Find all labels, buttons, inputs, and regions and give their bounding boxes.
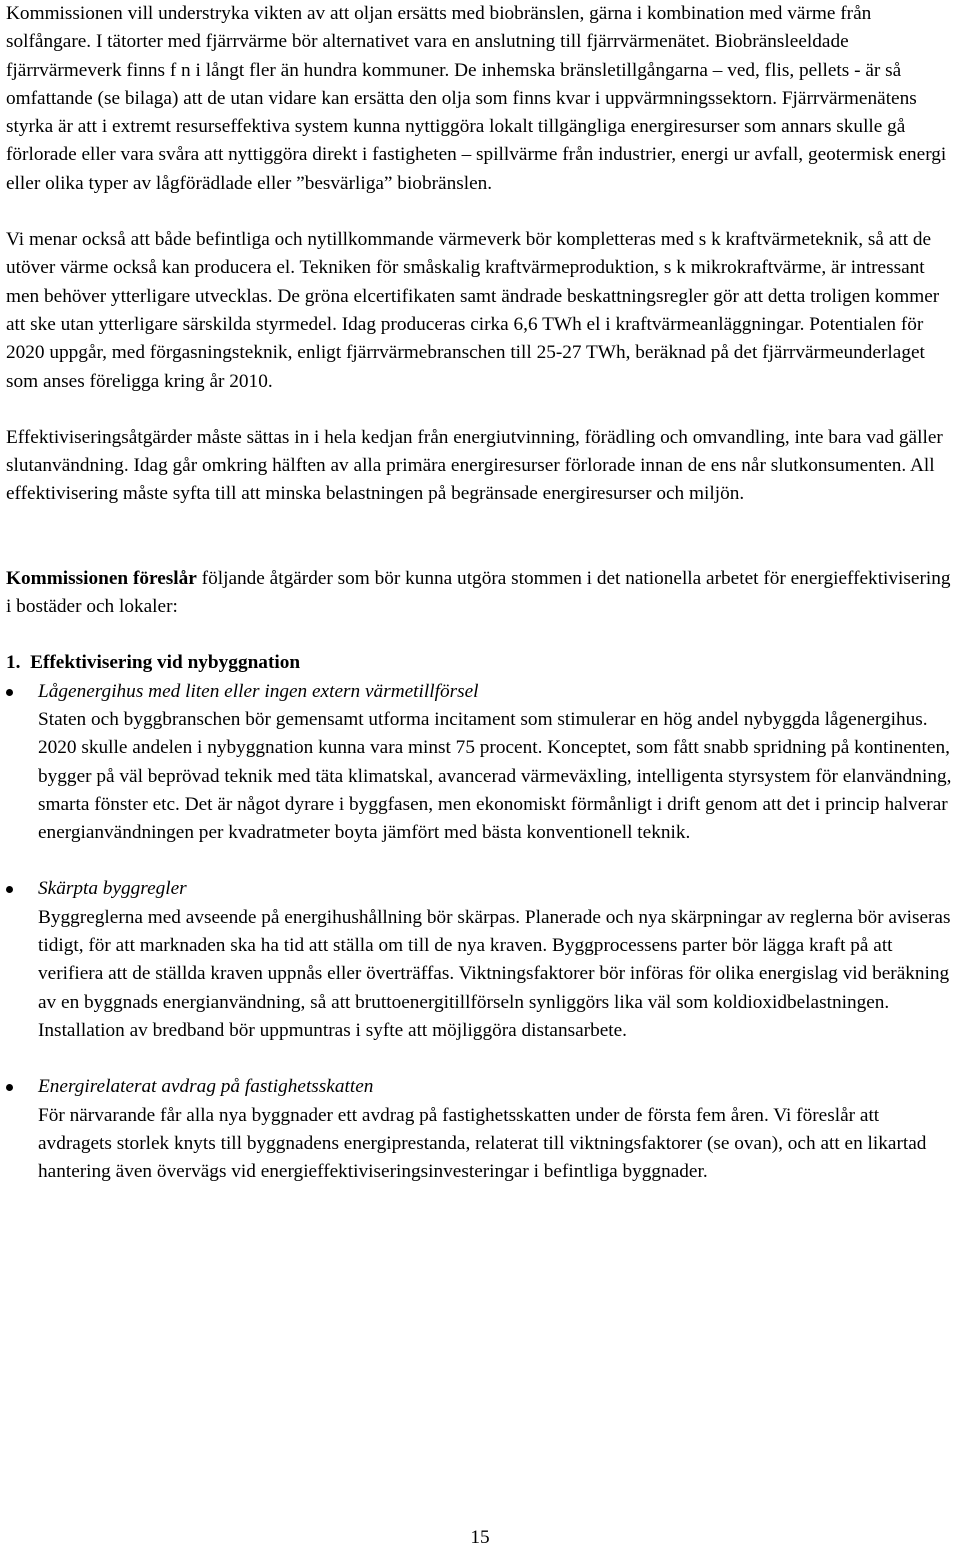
section-number: 1. bbox=[6, 652, 21, 674]
measure-body: Staten och byggbranschen bör gemensamt utforma incitament som stimulerar en hög andel nybyggda lågenergihus. 2020 skulle andelen i nybyggnation kunna vara minst 75 procent. Konceptet, som fått snabb spridning på kontinenten, bygger på väl beprövad teknik med täta klimatskal, avancerad värmeväxling, intelligenta styrsystem för elanvändning, smarta fönster etc. Det är något dyrare i byggfasen, men ekonomiskt förmånligt i drift genom att det i princip halverar energianvändningen per kvadratmeter boyta jämfört med bästa konventionell teknik. bbox=[38, 708, 952, 844]
proposal-lead-rest: följande åtgärder som bör kunna utgöra stommen i det nationella arbetet för energieffektivisering i bostäder och lokaler: bbox=[6, 567, 951, 618]
measure-item bbox=[6, 678, 956, 848]
measure-body: För närvarande får alla nya byggnader ett avdrag på fastighetsskatten under de första fem åren. Vi föreslår att avdragets storlek knyts till byggnadens energiprestanda, relaterat till viktningsfaktorer (se ovan), och att en likartad hantering även övervägs vid energieffektiviseringsinvesteringar i befintliga byggnader. bbox=[38, 1104, 927, 1183]
measures-list bbox=[6, 678, 956, 1187]
bullet-icon bbox=[6, 886, 13, 893]
measure-item bbox=[6, 875, 956, 1045]
paragraph-efficiency: Effektiviseringsåtgärder måste sättas in i hela kedjan från energiutvinning, förädling och omvandling, inte bara vad gäller slutanvändning. Idag går omkring hälften av alla primära energiresurser förlorade innan de ens når slutkonsumenten. All effektivisering måste syfta till att minska belastningen på begränsade energiresurser och miljön. bbox=[6, 426, 943, 505]
section-heading bbox=[6, 649, 956, 677]
bullet-icon bbox=[6, 1084, 13, 1091]
paragraph-cogeneration: Vi menar också att både befintliga och nytillkommande värmeverk bör kompletteras med s k kraftvärmeteknik, så att de utöver värme också kan producera el. Tekniken för småskalig kraftvärmeproduktion, s k mikrokraftvärme, är intressant men behöver ytterligare utvecklas. De gröna elcertifikaten samt ändrade beskattningsregler gör att detta troligen kommer att ske utan ytterligare särskilda styrmedel. Idag produceras cirka 6,6 TWh el i kraftvärmeanläggningar. Potentialen för 2020 uppgår, med förgasningsteknik, enligt fjärrvärmebranschen till 25-27 TWh, beräknad på det fjärrvärmeunderlaget som anses föreligga kring år 2010. bbox=[6, 229, 940, 392]
document-page bbox=[6, 0, 956, 1186]
bullet-icon bbox=[6, 689, 13, 696]
proposal-lead-bold: Kommissionen föreslår bbox=[6, 567, 197, 589]
measure-item bbox=[6, 1073, 956, 1186]
section-title: Effektivisering vid nybyggnation bbox=[30, 652, 301, 674]
measure-title: Lågenergihus med liten eller ingen extern värmetillförsel bbox=[38, 680, 479, 702]
page-number: 15 bbox=[470, 1527, 490, 1548]
measure-body: Byggreglerna med avseende på energihushållning bör skärpas. Planerade och nya skärpningar av reglerna bör aviseras tidigt, för att marknaden ska ha tid att ställa om till de nya kraven. Byggprocessens parter bör lägga kraft på att verifiera att de ställda kraven uppnås eller överträffas. Viktningsfaktorer bör införas för olika energislag vid beräkning av en byggnads energianvändning, så att bruttoenergitillförseln synliggörs lika väl som koldioxidbelastningen. Installation av bredband bör uppmuntras i syfte att möjliggöra distansarbete. bbox=[38, 906, 951, 1041]
measure-title: Energirelaterat avdrag på fastighetsskatten bbox=[38, 1076, 374, 1098]
paragraph-oil-replacement: Kommissionen vill understryka vikten av att oljan ersätts med biobränslen, gärna i kombination med värme från solfångare. I tätorter med fjärrvärme bör alternativet vara en anslutning till fjärrvärmenätet. Biobränsleeldade fjärrvärmeverk finns f n i långt fler än hundra kommuner. De inhemska bränsletillgångarna – ved, flis, pellets - är så omfattande (se bilaga) att de utan vidare kan ersätta den olja som finns kvar i uppvärmningssektorn. Fjärrvärmenätens styrka är att i extremt resurseffektiva system kunna nyttiggöra lokalt tillgängliga energiresurser som annars skulle gå förlorade eller vara svåra att nyttiggöra direkt i fastigheten – spillvärme från industrier, energi ur avfall, geotermisk energi eller olika typer av lågförädlade eller ”besvärliga” biobränslen. bbox=[6, 3, 947, 194]
proposal-intro bbox=[6, 565, 956, 622]
measure-title: Skärpta byggregler bbox=[38, 878, 187, 900]
